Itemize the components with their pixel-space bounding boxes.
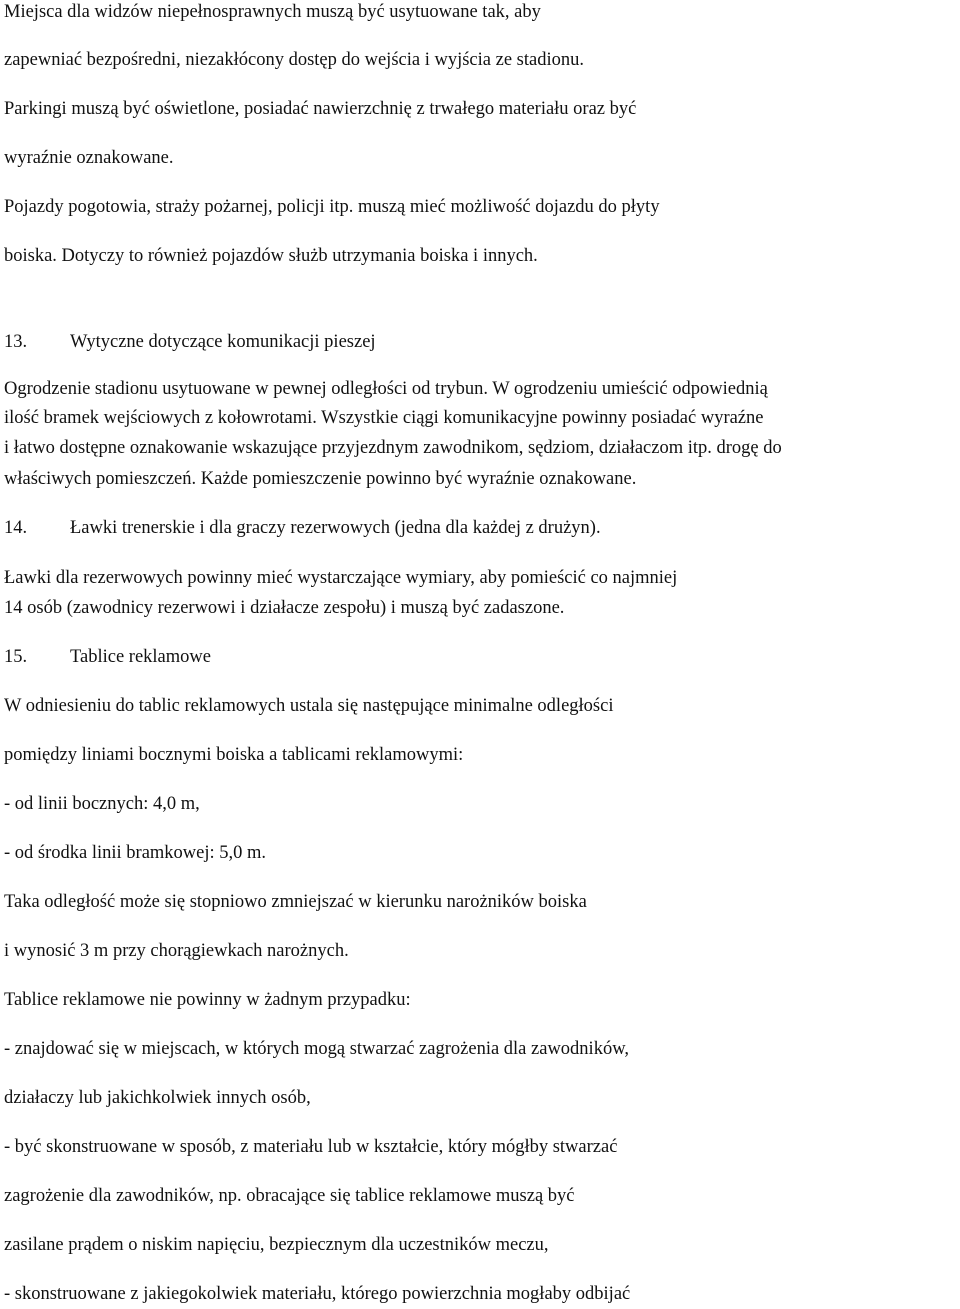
text-line: i łatwo dostępne oznakowanie wskazujące przyjezdnym zawodnikom, sędziom, działaczom itp. drogę do bbox=[4, 438, 782, 458]
list-item: - być skonstruowane w sposób, z materiału lub w kształcie, który mógłby stwarzać bbox=[4, 1137, 618, 1157]
text-line: Ogrodzenie stadionu usytuowane w pewnej odległości od trybun. W ogrodzeniu umieścić odpowiednią bbox=[4, 379, 768, 399]
section-number: 14. bbox=[4, 518, 28, 538]
section-15-heading bbox=[4, 645, 211, 669]
section-14-heading bbox=[4, 516, 601, 540]
list-item: - skonstruowane z jakiegokolwiek materiału, którego powierzchnia mogłaby odbijać bbox=[4, 1284, 631, 1304]
text-line: Pojazdy pogotowia, straży pożarnej, policji itp. muszą mieć możliwość dojazdu do płyty bbox=[4, 197, 660, 217]
section-13-heading bbox=[4, 330, 376, 354]
text-line: zasilane prądem o niskim napięciu, bezpiecznym dla uczestników meczu, bbox=[4, 1235, 549, 1255]
text-line: Miejsca dla widzów niepełnosprawnych muszą być usytuowane tak, aby bbox=[4, 2, 541, 22]
list-item: - znajdować się w miejscach, w których mogą stwarzać zagrożenia dla zawodników, bbox=[4, 1039, 629, 1059]
text-line: Parkingi muszą być oświetlone, posiadać nawierzchnię z trwałego materiału oraz być bbox=[4, 99, 637, 119]
text-line: zagrożenie dla zawodników, np. obracające się tablice reklamowe muszą być bbox=[4, 1186, 575, 1206]
text-line: i wynosić 3 m przy chorągiewkach narożnych. bbox=[4, 941, 349, 961]
text-line: W odniesieniu do tablic reklamowych ustala się następujące minimalne odległości bbox=[4, 696, 614, 716]
list-item: - od linii bocznych: 4,0 m, bbox=[4, 794, 200, 814]
text-line: Ławki dla rezerwowych powinny mieć wystarczające wymiary, aby pomieścić co najmniej bbox=[4, 568, 678, 588]
text-line: ilość bramek wejściowych z kołowrotami. Wszystkie ciągi komunikacyjne powinny posiadać wyraźne bbox=[4, 408, 764, 428]
text-line: 14 osób (zawodnicy rezerwowi i działacze zespołu) i muszą być zadaszone. bbox=[4, 598, 565, 618]
text-line: pomiędzy liniami bocznymi boiska a tablicami reklamowymi: bbox=[4, 745, 464, 765]
section-number: 15. bbox=[4, 647, 28, 667]
section-number: 13. bbox=[4, 332, 28, 352]
section-title: Wytyczne dotyczące komunikacji pieszej bbox=[70, 332, 376, 352]
list-item: - od środka linii bramkowej: 5,0 m. bbox=[4, 843, 267, 863]
text-line: Tablice reklamowe nie powinny w żadnym przypadku: bbox=[4, 990, 411, 1010]
text-line: zapewniać bezpośredni, niezakłócony dostęp do wejścia i wyjścia ze stadionu. bbox=[4, 50, 584, 70]
text-line: Taka odległość może się stopniowo zmniejszać w kierunku narożników boiska bbox=[4, 892, 587, 912]
section-title: Tablice reklamowe bbox=[70, 647, 211, 667]
text-line: boiska. Dotyczy to również pojazdów służb utrzymania boiska i innych. bbox=[4, 246, 538, 266]
text-line: wyraźnie oznakowane. bbox=[4, 148, 174, 168]
text-line: właściwych pomieszczeń. Każde pomieszczenie powinno być wyraźnie oznakowane. bbox=[4, 469, 637, 489]
section-title: Ławki trenerskie i dla graczy rezerwowych (jedna dla każdej z drużyn). bbox=[70, 518, 601, 538]
text-line: działaczy lub jakichkolwiek innych osób, bbox=[4, 1088, 311, 1108]
